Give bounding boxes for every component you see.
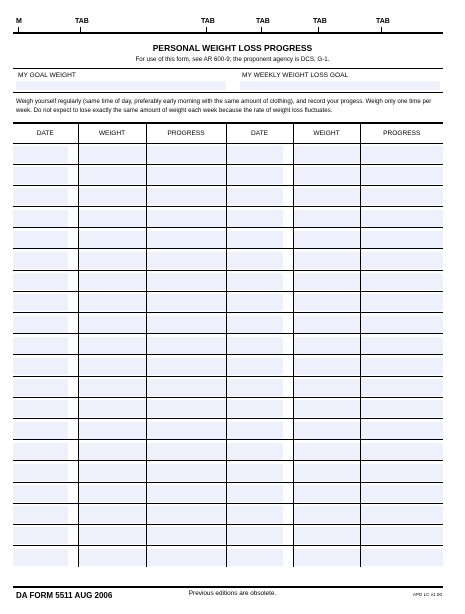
date-field[interactable] xyxy=(13,146,68,163)
footer-rule xyxy=(13,586,443,588)
weight-field[interactable] xyxy=(79,549,146,566)
date-field[interactable] xyxy=(13,337,68,354)
date-field[interactable] xyxy=(227,422,284,439)
table-cell xyxy=(78,164,146,185)
table-cell xyxy=(146,482,226,503)
header-progress: PROGRESS xyxy=(360,124,443,143)
goal-weight-label: MY GOAL WEIGHT xyxy=(18,72,76,79)
table-cell xyxy=(226,503,293,524)
date-field[interactable] xyxy=(227,379,284,396)
progress-field[interactable] xyxy=(147,231,226,248)
table-cell xyxy=(78,334,146,355)
goal-weight-field[interactable] xyxy=(16,81,226,90)
weight-field[interactable] xyxy=(294,294,360,311)
table-row xyxy=(13,249,443,270)
table-cell xyxy=(78,291,146,312)
progress-field[interactable] xyxy=(361,379,444,396)
table-cell xyxy=(13,164,78,185)
table-cell xyxy=(360,376,443,397)
table-cell xyxy=(226,524,293,545)
date-field[interactable] xyxy=(227,210,284,227)
weight-field[interactable] xyxy=(79,400,146,417)
table-cell xyxy=(360,418,443,439)
progress-field[interactable] xyxy=(361,549,444,566)
header-weight: WEIGHT xyxy=(78,124,146,143)
table-cell xyxy=(226,334,293,355)
weight-field[interactable] xyxy=(79,422,146,439)
date-field[interactable] xyxy=(227,252,284,269)
table-cell xyxy=(146,524,226,545)
progress-field[interactable] xyxy=(147,167,226,184)
table-cell xyxy=(146,355,226,376)
table-cell xyxy=(360,546,443,567)
table-row xyxy=(13,524,443,545)
table-cell xyxy=(146,164,226,185)
date-field[interactable] xyxy=(13,252,68,269)
table-cell xyxy=(293,249,360,270)
header-date: DATE xyxy=(13,124,78,143)
table-cell xyxy=(78,143,146,164)
table-cell xyxy=(360,503,443,524)
table-cell xyxy=(360,355,443,376)
instructions-text: Weigh yourself regularly (same time of day, preferably early morning with the same amount of clothing), and record your progess. Weigh only one time per week. Do not expect to lose exactly the same amount of weight each week because the rate of weight loss fluctuates. xyxy=(16,98,432,114)
weight-field[interactable] xyxy=(294,210,360,227)
table-cell xyxy=(13,143,78,164)
table-cell xyxy=(293,143,360,164)
date-field[interactable] xyxy=(227,167,284,184)
progress-field[interactable] xyxy=(147,443,226,460)
tab-marker-m: M xyxy=(16,18,22,25)
table-cell xyxy=(78,440,146,461)
progress-field[interactable] xyxy=(361,485,444,502)
date-field[interactable] xyxy=(227,316,284,333)
table-cell xyxy=(146,376,226,397)
weight-field[interactable] xyxy=(294,379,360,396)
weight-field[interactable] xyxy=(294,337,360,354)
progress-field[interactable] xyxy=(361,273,444,290)
date-field[interactable] xyxy=(13,400,68,417)
table-cell xyxy=(13,270,78,291)
progress-field[interactable] xyxy=(147,506,226,523)
progress-field[interactable] xyxy=(147,400,226,417)
table-cell xyxy=(360,143,443,164)
table-cell xyxy=(293,228,360,249)
weight-field[interactable] xyxy=(294,464,360,481)
tab-marker: TAB xyxy=(313,18,327,25)
weight-field[interactable] xyxy=(294,231,360,248)
date-field[interactable] xyxy=(13,485,68,502)
weekly-goal-label: MY WEEKLY WEIGHT LOSS GOAL xyxy=(242,72,349,79)
table-cell xyxy=(360,334,443,355)
tab-marker: TAB xyxy=(376,18,390,25)
table-cell xyxy=(78,546,146,567)
table-cell xyxy=(226,228,293,249)
weight-field[interactable] xyxy=(79,527,146,544)
weight-field[interactable] xyxy=(294,549,360,566)
table-cell xyxy=(13,524,78,545)
progress-field[interactable] xyxy=(361,316,444,333)
table-cell xyxy=(13,461,78,482)
progress-table xyxy=(13,124,443,567)
table-cell xyxy=(146,503,226,524)
table-cell xyxy=(293,334,360,355)
weight-field[interactable] xyxy=(79,167,146,184)
table-cell xyxy=(226,185,293,206)
progress-field[interactable] xyxy=(361,252,444,269)
weight-field[interactable] xyxy=(294,188,360,205)
table-cell xyxy=(360,461,443,482)
date-field[interactable] xyxy=(227,400,284,417)
weight-field[interactable] xyxy=(79,485,146,502)
table-row xyxy=(13,334,443,355)
progress-field[interactable] xyxy=(147,316,226,333)
table-cell xyxy=(226,418,293,439)
table-cell xyxy=(146,185,226,206)
table-cell xyxy=(146,207,226,228)
date-field[interactable] xyxy=(227,294,284,311)
date-field[interactable] xyxy=(227,188,284,205)
form-subtitle: For use of this form, see AR 600-9; the proponent agency is DCS, G-1. xyxy=(135,56,330,63)
table-cell xyxy=(13,440,78,461)
weight-field[interactable] xyxy=(79,316,146,333)
tab-ruler xyxy=(13,18,443,34)
table-cell xyxy=(78,461,146,482)
table-cell xyxy=(226,482,293,503)
date-field[interactable] xyxy=(13,316,68,333)
date-field[interactable] xyxy=(13,231,68,248)
progress-field[interactable] xyxy=(147,337,226,354)
table-cell xyxy=(13,546,78,567)
progress-field[interactable] xyxy=(147,527,226,544)
progress-field[interactable] xyxy=(361,188,444,205)
table-cell xyxy=(226,143,293,164)
table-row xyxy=(13,270,443,291)
date-field[interactable] xyxy=(13,210,68,227)
table-cell xyxy=(226,270,293,291)
progress-field[interactable] xyxy=(361,527,444,544)
table-cell xyxy=(78,185,146,206)
weight-field[interactable] xyxy=(294,167,360,184)
progress-field[interactable] xyxy=(147,210,226,227)
date-field[interactable] xyxy=(227,443,284,460)
header-weight: WEIGHT xyxy=(293,124,360,143)
table-cell xyxy=(360,185,443,206)
table-cell xyxy=(78,313,146,334)
weight-field[interactable] xyxy=(79,506,146,523)
date-field[interactable] xyxy=(227,527,284,544)
table-cell xyxy=(226,291,293,312)
weight-field[interactable] xyxy=(294,485,360,502)
divider xyxy=(13,68,443,69)
table-cell xyxy=(146,418,226,439)
table-cell xyxy=(13,418,78,439)
divider xyxy=(13,92,443,93)
progress-field[interactable] xyxy=(147,549,226,566)
tab-marker: TAB xyxy=(75,18,89,25)
weight-field[interactable] xyxy=(79,337,146,354)
progress-field[interactable] xyxy=(361,443,444,460)
weekly-goal-field[interactable] xyxy=(240,81,440,90)
table-row xyxy=(13,291,443,312)
weight-field[interactable] xyxy=(294,358,360,375)
table-cell xyxy=(293,313,360,334)
date-field[interactable] xyxy=(13,464,68,481)
progress-field[interactable] xyxy=(147,464,226,481)
table-cell xyxy=(293,482,360,503)
table-cell xyxy=(78,482,146,503)
weight-field[interactable] xyxy=(79,443,146,460)
table-cell xyxy=(146,461,226,482)
table-cell xyxy=(146,440,226,461)
weight-field[interactable] xyxy=(79,358,146,375)
table-cell xyxy=(360,228,443,249)
table-row xyxy=(13,376,443,397)
table-cell xyxy=(13,503,78,524)
table-cell xyxy=(293,546,360,567)
weight-field[interactable] xyxy=(294,443,360,460)
table-cell xyxy=(13,207,78,228)
table-cell xyxy=(146,546,226,567)
weight-field[interactable] xyxy=(79,146,146,163)
weight-field[interactable] xyxy=(294,316,360,333)
date-field[interactable] xyxy=(227,337,284,354)
date-field[interactable] xyxy=(227,549,284,566)
progress-field[interactable] xyxy=(147,188,226,205)
table-cell xyxy=(146,291,226,312)
table-cell xyxy=(226,249,293,270)
table-row xyxy=(13,546,443,567)
table-cell xyxy=(226,440,293,461)
weight-field[interactable] xyxy=(79,231,146,248)
table-cell xyxy=(226,355,293,376)
date-field[interactable] xyxy=(13,358,68,375)
table-cell xyxy=(13,249,78,270)
table-cell xyxy=(78,503,146,524)
progress-field[interactable] xyxy=(147,485,226,502)
weight-field[interactable] xyxy=(79,379,146,396)
table-cell xyxy=(78,355,146,376)
table-row xyxy=(13,418,443,439)
table-cell xyxy=(293,185,360,206)
table-cell xyxy=(226,546,293,567)
progress-field[interactable] xyxy=(361,146,444,163)
table-cell xyxy=(293,461,360,482)
weight-field[interactable] xyxy=(79,273,146,290)
progress-field[interactable] xyxy=(361,506,444,523)
table-cell xyxy=(360,207,443,228)
table-cell xyxy=(293,397,360,418)
table-cell xyxy=(360,482,443,503)
date-field[interactable] xyxy=(227,146,284,163)
table-cell xyxy=(146,228,226,249)
progress-field[interactable] xyxy=(361,210,444,227)
editions-note: Previous editions are obsolete. xyxy=(188,590,277,597)
form-id: DA FORM 5511 AUG 2006 xyxy=(16,591,113,600)
table-cell xyxy=(13,334,78,355)
date-field[interactable] xyxy=(13,167,68,184)
table-cell xyxy=(13,397,78,418)
version-label: APD LC v1.00 xyxy=(412,592,442,597)
table-cell xyxy=(146,397,226,418)
table-cell xyxy=(226,313,293,334)
table-cell xyxy=(78,397,146,418)
weight-field[interactable] xyxy=(294,506,360,523)
tab-marker: TAB xyxy=(201,18,215,25)
table-cell xyxy=(78,524,146,545)
table-cell xyxy=(293,207,360,228)
progress-field[interactable] xyxy=(361,294,444,311)
date-field[interactable] xyxy=(227,231,284,248)
table-row xyxy=(13,228,443,249)
table-cell xyxy=(360,524,443,545)
table-cell xyxy=(146,249,226,270)
table-cell xyxy=(146,143,226,164)
table-cell xyxy=(293,376,360,397)
weight-field[interactable] xyxy=(79,210,146,227)
date-field[interactable] xyxy=(13,188,68,205)
table-cell xyxy=(360,440,443,461)
header-date: DATE xyxy=(226,124,293,143)
table-cell xyxy=(13,185,78,206)
table-row xyxy=(13,503,443,524)
table-cell xyxy=(360,270,443,291)
table-row xyxy=(13,461,443,482)
table-cell xyxy=(13,291,78,312)
table-row xyxy=(13,440,443,461)
table-cell xyxy=(293,270,360,291)
table-cell xyxy=(293,524,360,545)
table-cell xyxy=(360,249,443,270)
table-cell xyxy=(13,482,78,503)
progress-field[interactable] xyxy=(361,167,444,184)
weight-field[interactable] xyxy=(79,464,146,481)
table-row xyxy=(13,397,443,418)
date-field[interactable] xyxy=(13,443,68,460)
table-cell xyxy=(226,164,293,185)
table-cell xyxy=(293,164,360,185)
table-cell xyxy=(146,270,226,291)
date-field[interactable] xyxy=(227,506,284,523)
date-field[interactable] xyxy=(13,527,68,544)
weight-field[interactable] xyxy=(294,527,360,544)
weight-field[interactable] xyxy=(294,273,360,290)
table-cell xyxy=(293,503,360,524)
table-cell xyxy=(78,228,146,249)
weight-field[interactable] xyxy=(79,294,146,311)
table-row xyxy=(13,143,443,164)
weight-field[interactable] xyxy=(294,422,360,439)
progress-field[interactable] xyxy=(147,252,226,269)
progress-field[interactable] xyxy=(361,337,444,354)
table-row xyxy=(13,482,443,503)
table-row xyxy=(13,313,443,334)
table-cell xyxy=(293,440,360,461)
progress-field[interactable] xyxy=(147,146,226,163)
table-cell xyxy=(13,313,78,334)
table-cell xyxy=(360,313,443,334)
table-cell xyxy=(360,397,443,418)
progress-field[interactable] xyxy=(147,422,226,439)
table-row xyxy=(13,355,443,376)
header-progress: PROGRESS xyxy=(146,124,226,143)
progress-field[interactable] xyxy=(361,422,444,439)
table-cell xyxy=(226,207,293,228)
table-cell xyxy=(360,164,443,185)
progress-field[interactable] xyxy=(147,294,226,311)
table-cell xyxy=(78,418,146,439)
progress-field[interactable] xyxy=(361,464,444,481)
weight-field[interactable] xyxy=(79,252,146,269)
weight-field[interactable] xyxy=(294,400,360,417)
table-cell xyxy=(78,376,146,397)
weight-field[interactable] xyxy=(294,146,360,163)
table-row xyxy=(13,207,443,228)
table-cell xyxy=(293,291,360,312)
table-cell xyxy=(13,355,78,376)
progress-field[interactable] xyxy=(147,273,226,290)
date-field[interactable] xyxy=(227,464,284,481)
table-cell xyxy=(293,418,360,439)
table-header-row xyxy=(13,124,443,143)
weight-field[interactable] xyxy=(294,252,360,269)
date-field[interactable] xyxy=(13,549,68,566)
table-cell xyxy=(78,249,146,270)
progress-field[interactable] xyxy=(147,358,226,375)
table-row xyxy=(13,185,443,206)
progress-field[interactable] xyxy=(361,358,444,375)
table-cell xyxy=(293,355,360,376)
tab-marker: TAB xyxy=(256,18,270,25)
date-field[interactable] xyxy=(227,358,284,375)
table-cell xyxy=(226,376,293,397)
table-cell xyxy=(360,291,443,312)
table-row xyxy=(13,164,443,185)
table-cell xyxy=(226,397,293,418)
progress-field[interactable] xyxy=(361,231,444,248)
date-field[interactable] xyxy=(227,485,284,502)
table-cell xyxy=(13,376,78,397)
progress-field[interactable] xyxy=(147,379,226,396)
date-field[interactable] xyxy=(13,273,68,290)
table-cell xyxy=(78,270,146,291)
table-cell xyxy=(226,461,293,482)
date-field[interactable] xyxy=(13,506,68,523)
form-title: PERSONAL WEIGHT LOSS PROGRESS xyxy=(152,43,313,53)
date-field[interactable] xyxy=(13,379,68,396)
weight-field[interactable] xyxy=(79,188,146,205)
table-body xyxy=(13,143,443,567)
top-rule xyxy=(13,32,443,34)
progress-field[interactable] xyxy=(361,400,444,417)
table-cell xyxy=(146,334,226,355)
date-field[interactable] xyxy=(227,273,284,290)
table-cell xyxy=(13,228,78,249)
date-field[interactable] xyxy=(13,422,68,439)
table-cell xyxy=(146,313,226,334)
date-field[interactable] xyxy=(13,294,68,311)
table-cell xyxy=(78,207,146,228)
